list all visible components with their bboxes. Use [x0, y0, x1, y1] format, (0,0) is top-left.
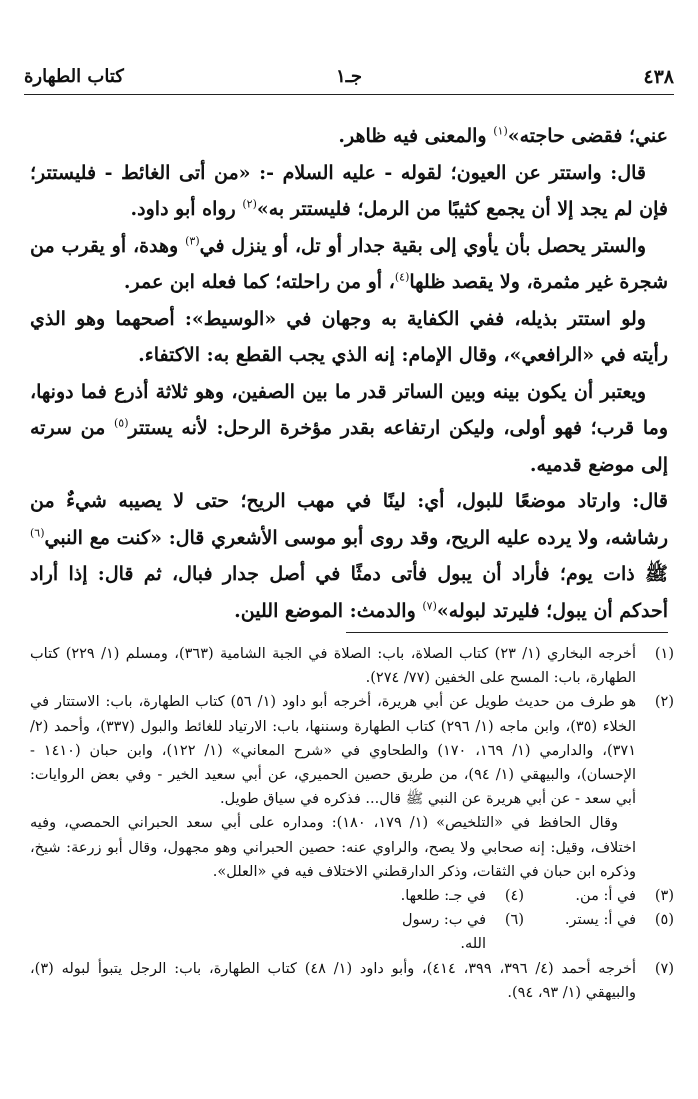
footnote-text: في جـ: طلعها. — [400, 888, 486, 905]
footnote-ref-6[interactable]: (٦) — [30, 526, 45, 540]
footnote-text: هو طرف من حديث طويل عن أبي هريرة، أخرجه أبو داود (١/ ٥٦) كتاب الطهارة، باب: الاستتار في الخلاء (٣٥)، وابن ماجه (١/ ٢٩٦) كتاب الطهارة وسننها، باب: الارتياد للغائط والبول (٣٣٧)، وأحمد (٢/ ٣٧١)، والدارمي (١/ ١٦٩، ١٧٠) والطحاوي في «شرح المعاني» (١/ ١٢٢)، وابن حبان (١٤١٠ - الإحسان)، والبيهقي (١/ ٩٤)، من طريق حصين الحميري، عن أبي سعيد الخير - وفي بعض الروايات: أبي سعد - عن أبي هريرة عن النبي ﷺ قال... فذكره في سياق طويل. — [30, 694, 637, 808]
footnote-text: في ب: رسول الله. — [402, 912, 486, 953]
footnote-text: أخرجه أحمد (٤/ ٣٩٦، ٣٩٩، ٤١٤)، وأبو داود (١/ ٤٨) كتاب الطهارة، باب: الرجل يتبوأ لبوله (٣)، والبيهقي (١/ ٩٣، ٩٤). — [30, 960, 637, 1001]
footnote-text: أخرجه البخاري (١/ ٢٣) كتاب الصلاة، باب: الصلاة في الجبة الشامية (٣٦٣)، ومسلم (١/ ٢٢٩) كتاب الطهارة، باب: المسح على الخفين (٧٧/ ٢٧٤). — [30, 646, 636, 687]
footnote-3 — [524, 884, 674, 908]
paragraph-6: قال: وارتاد موضعًا للبول، أي: لينًا في مهب الريح؛ حتى لا يصيبه شيءٌ من رشاشه، ولا يرده عليه الريح، وقد روى أبو موسى الأشعري قال: «كنت مع النبي$^{(٦)}$ ﷺ ذات يوم؛ فأراد أن يبول فأتى دمثًا في أصل جدار فبال، ثم قال: إذا أراد أحدكم أن يبول؛ فليرتد لبوله»$^{(٧)}$ والدمث: الموضع اللين. — [30, 490, 668, 622]
paragraph-5: ويعتبر أن يكون بينه وبين الساتر قدر ما بين الصفين، وهو ثلاثة أذرع فما دونها، وما قرب؛ فهو أولى، وليكن ارتفاعه بقدر مؤخرة الرحل: لأنه يستتر$^{(٥)}$ من سرته إلى موضع قدميه. — [30, 380, 669, 476]
footnote-ref-5[interactable]: (٥) — [113, 416, 129, 430]
footnote-2-continuation: وقال الحافظ في «التلخيص» (١/ ١٧٩، ١٨٠): ومداره على أبي سعد الحبراني الحمصي، وفيه اختلاف، وقيل: إنه صحابي ولا يصح، والراوي عنه: حصين الحبراني وهو مجهول، وقال أبو زرعة: شيخ، وذكره ابن حبان في الثقات، وذكر الدارقطني الاختلاف فيه في «العلل». — [30, 815, 636, 880]
footnote-ref-7[interactable]: (٧) — [422, 599, 437, 613]
page-header — [24, 60, 674, 95]
footnote-5 — [524, 908, 674, 956]
footnote-number: (١) — [654, 646, 674, 662]
footnote-number: (٢) — [654, 694, 674, 711]
footnote-6 — [374, 908, 524, 956]
footnote-ref-2[interactable]: (٢) — [242, 197, 257, 211]
footnote-number: (٥) — [654, 912, 674, 929]
paragraph-3: والستر يحصل بأن يأوي إلى بقية جدار أو تل، أو ينزل في$^{(٣)}$ وهدة، أو يقرب من شجرة غير مثمرة، ولا يقصد ظلها$^{(٤)}$، أو من راحلته؛ كما فعله ابن عمر. — [30, 234, 668, 293]
footnote-ref-3[interactable]: (٣) — [185, 234, 200, 248]
footnote-ref-1[interactable]: (١) — [493, 124, 508, 138]
footnotes — [30, 642, 674, 1005]
footnote-2 — [30, 690, 674, 811]
paragraph-1: عني؛ فقضى حاجته»$^{(١)}$ والمعنى فيه ظاهر. — [338, 124, 668, 147]
volume-label: جـ١ — [335, 66, 363, 87]
footnote-row-3-4 — [30, 884, 674, 908]
footnote-7 — [30, 957, 674, 1005]
footnote-divider — [346, 632, 668, 633]
footnote-number: (٣) — [654, 888, 674, 905]
footnote-number: (٧) — [654, 960, 674, 977]
footnote-row-5-6 — [30, 908, 674, 956]
footnote-ref-4[interactable]: (٤) — [394, 270, 410, 284]
footnote-text: في أ: يستر. — [564, 912, 636, 929]
footnote-1 — [30, 642, 674, 690]
paragraph-2: قال: واستتر عن العيون؛ لقوله - عليه السلام -: «من أتى الغائط - فليستتر؛ فإن لم يجد إلا أن يجمع كثيبًا من الرمل؛ فليستتر به»$^{(٢)}$ رواه أبو داود. — [30, 161, 668, 220]
footnote-text: في أ: من. — [575, 888, 636, 905]
footnote-number: (٤) — [504, 888, 524, 905]
main-text — [30, 118, 668, 629]
footnote-number: (٦) — [504, 912, 524, 929]
footnote-4 — [374, 884, 524, 908]
page-number: ٤٣٨ — [643, 66, 674, 88]
book-title: كتاب الطهارة — [24, 66, 124, 87]
paragraph-4: ولو استتر بذيله، ففي الكفاية به وجهان في «الوسيط»: أصحهما وهو الذي رأيته في «الرافعي»، وقال الإمام: إنه الذي يجب القطع به: الاكتفاء. — [30, 307, 668, 366]
